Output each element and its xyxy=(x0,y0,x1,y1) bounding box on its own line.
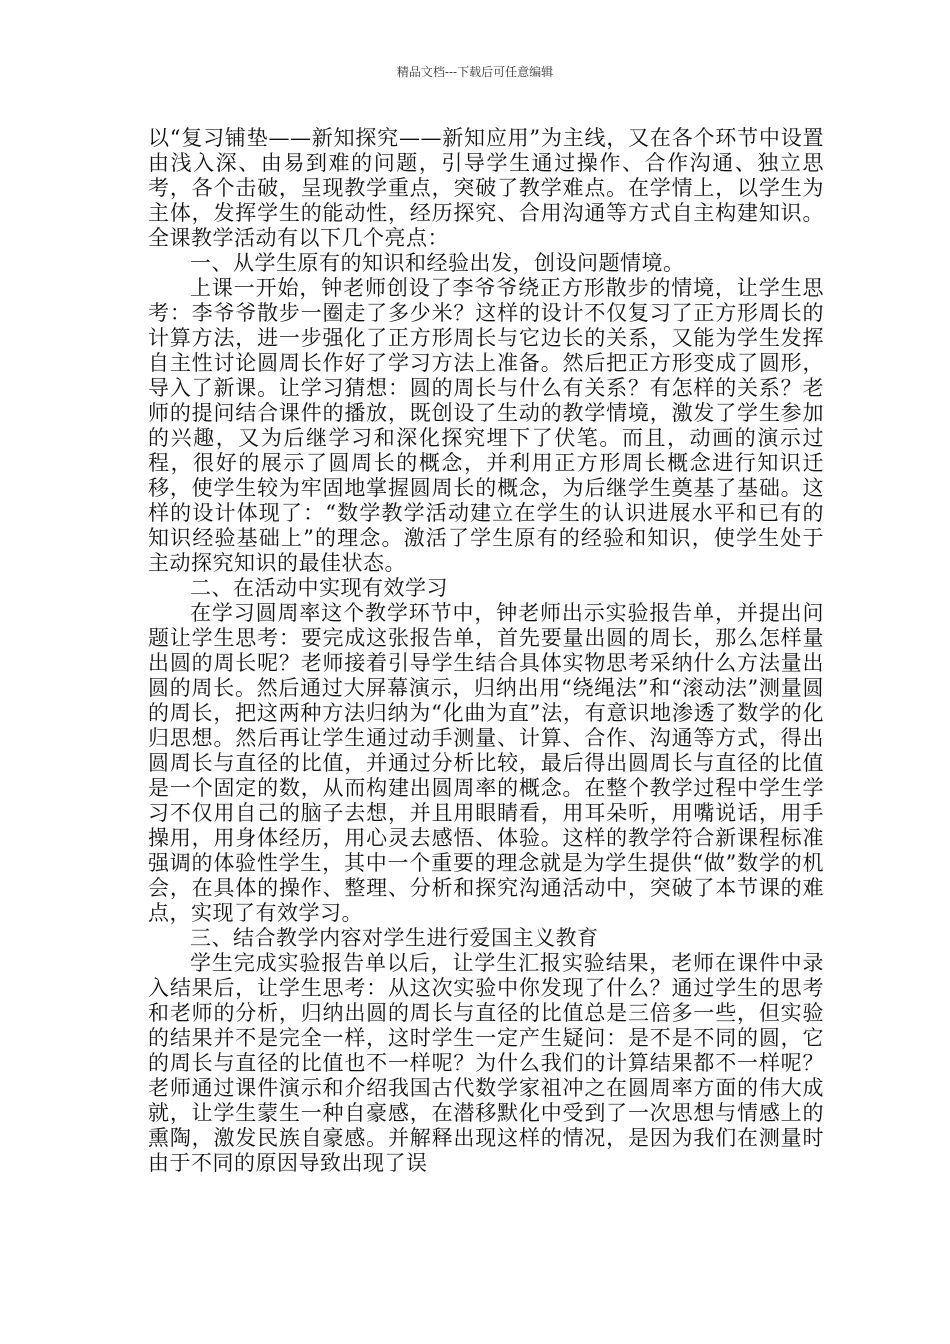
page-header: 精品文档---下载后可任意编辑 xyxy=(396,65,554,79)
section-3-paragraph: 学生完成实验报告单以后，让学生汇报实验结果，老师在课件中录入结果后，让学生思考：从这次实验中你发现了什么？通过学生的思考和老师的分析，归纳出圆的周长与直径的比值总是三倍多一些，但实验的结果并不是完全一样，这时学生一定产生疑问：是不是不同的圆，它的周长与直径的比值也不一样呢？为什么我们的计算结果都不一样呢？老师通过课件演示和介绍我国古代数学家祖冲之在圆周率方面的伟大成就，让学生蒙生一种自豪感，在潜移默化中受到了一次思想与情感上的熏陶，激发民族自豪感。并解释出现这样的情况，是因为我们在测量时由于不同的原因导致出现了误 xyxy=(148,951,824,1175)
section-heading-1: 一、从学生原有的知识和经验出发，创设问题情境。 xyxy=(190,251,685,275)
section-heading-2: 二、在活动中实现有效学习 xyxy=(190,576,448,600)
section-1-paragraph: 上课一开始，钟老师创设了李爷爷绕正方形散步的情境，让学生思考：李爷爷散步一圈走了多少米？这样的设计不仅复习了正方形周长的计算方法，进一步强化了正方形周长与它边长的关系，又能为学生发挥自主性讨论圆周长作好了学习方法上准备。然后把正方形变成了圆形，导入了新课。让学习猜想：圆的周长与什么有关系？有怎样的关系？老师的提问结合课件的播放，既创设了生动的教学情境，激发了学生参加的兴趣，又为后继学习和深化探究埋下了伏笔。而且，动画的演示过程，很好的展示了圆周长的概念，并利用正方形周长概念进行知识迁移，使学生较为牢固地掌握圆周长的概念，为后继学生奠基了基础。这样的设计体现了：“数学教学活动建立在学生的认识进展水平和已有的知识经验基础上”的理念。激活了学生原有的经验和知识，使学生处于主动探究知识的最佳状态。 xyxy=(148,276,824,575)
section-2-paragraph: 在学习圆周率这个教学环节中，钟老师出示实验报告单，并提出问题让学生思考：要完成这张报告单，首先要量出圆的周长，那么怎样量出圆的周长呢？老师接着引导学生结合具体实物思考采纳什么方法量出圆的周长。然后通过大屏幕演示，归纳出用“绕绳法”和“滚动法”测量圆的周长，把这两种方法归纳为“化曲为直”法，有意识地渗透了数学的化归思想。然后再让学生通过动手测量、计算、合作、沟通等方式，得出圆周长与直径的比值，并通过分析比较，最后得出圆周长与直径的比值是一个固定的数，从而构建出圆周率的概念。在整个教学过程中学生学习不仅用自己的脑子去想，并且用眼睛看，用耳朵听，用嘴说话，用手操用，用身体经历，用心灵去感悟、体验。这样的教学符合新课程标准强调的体验性学生，其中一个重要的理念就是为学生提供“做”数学的机会，在具体的操作、整理、分析和探究沟通活动中，突破了本节课的难点，实现了有效学习。 xyxy=(148,601,824,925)
intro-paragraph: 以“复习铺垫——新知探究——新知应用”为主线，又在各个环节中设置由浅入深、由易到难的问题，引导学生通过操作、合作沟通、独立思考，各个击破，呈现教学重点，突破了教学难点。在学情上，以学生为主体，发挥学生的能动性，经历探究、合用沟通等方式自主构建知识。全课教学活动有以下几个亮点： xyxy=(148,126,824,250)
document-body xyxy=(148,126,824,1176)
section-heading-3: 三、结合教学内容对学生进行爱国主义教育 xyxy=(190,926,599,950)
